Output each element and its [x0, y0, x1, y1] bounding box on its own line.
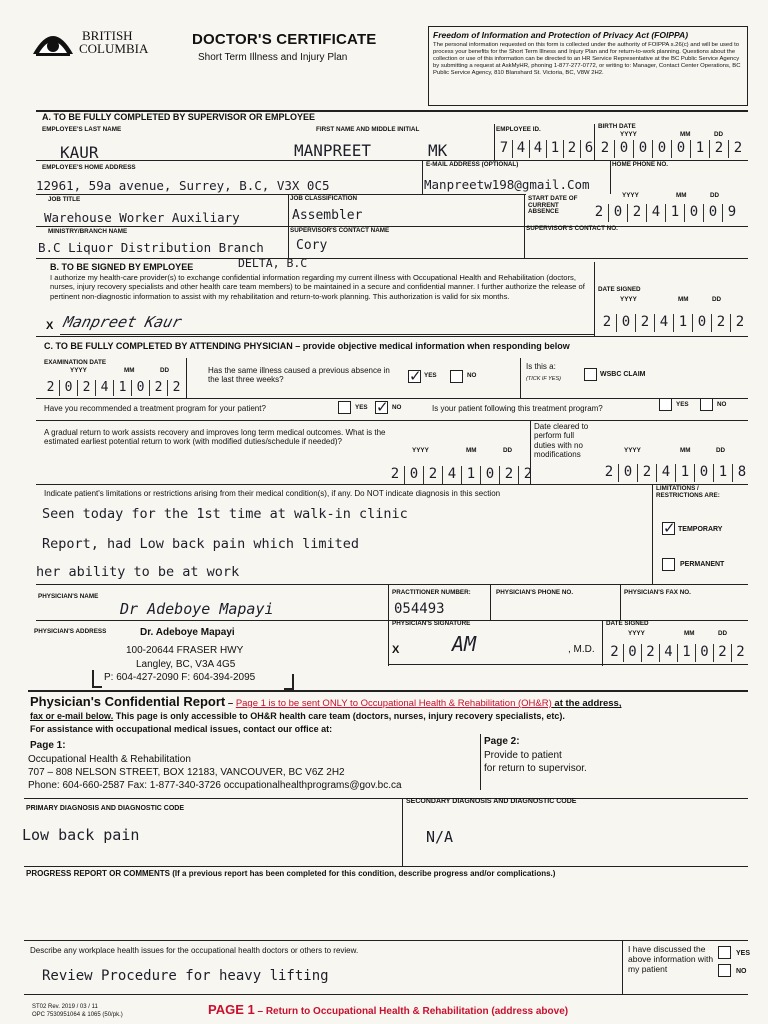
label-physician-signature: PHYSICIAN'S SIGNATURE — [392, 620, 471, 627]
sup-contact-value[interactable]: Cory — [296, 238, 328, 253]
treatment-no-checkbox[interactable] — [375, 401, 388, 414]
treatment-no-label: NO — [392, 404, 402, 411]
label-limitations: Indicate patient's limitations or restrictions arising from their medical condition(s), if any. Do NOT indicate diagnosis in this section — [44, 489, 501, 498]
org-name-line1: BRITISH — [82, 28, 133, 43]
permanent-checkbox[interactable] — [662, 558, 675, 571]
label-birth-date: BIRTH DATE — [598, 123, 636, 130]
label-cleared-yyyy: YYYY — [624, 447, 641, 454]
label-exam-yyyy: YYYY — [70, 367, 87, 374]
same-illness-no-checkbox[interactable] — [450, 370, 463, 383]
birth-date-digits[interactable] — [596, 140, 747, 158]
limitations-line-1[interactable]: Seen today for the 1st time at walk-in clinic — [42, 506, 408, 522]
phys-date-digit: 0 — [623, 644, 641, 662]
label-physician-fax: PHYSICIAN'S FAX NO. — [624, 589, 691, 596]
date-signed-digit: 2 — [730, 314, 749, 332]
cleared-date-digit: 8 — [732, 464, 751, 482]
exam-date-digit: 2 — [46, 380, 55, 395]
form-code-2: OPC 7530951064 & 1065 (50/pk.) — [32, 1012, 123, 1018]
date-signed-digit: 1 — [673, 314, 692, 332]
page1-line-1: Occupational Health & Rehabilitation — [28, 754, 191, 765]
date-signed-digit: 0 — [616, 314, 635, 332]
foippa-notice — [428, 26, 748, 106]
label-date-cleared: Date cleared to perform full duties with no modifications — [534, 422, 589, 460]
discussed-yes-label: YES — [736, 950, 751, 957]
practitioner-number-value[interactable]: 054493 — [394, 601, 445, 617]
progress-row — [26, 869, 555, 878]
gradual-date-digit: 2 — [518, 466, 537, 484]
exam-date-digit: 0 — [131, 380, 149, 396]
same-illness-yes-label: YES — [424, 372, 437, 379]
temporary-checkbox[interactable] — [662, 522, 675, 535]
birth-date-digit: 0 — [633, 140, 652, 158]
label-phys-yyyy: YYYY — [628, 630, 645, 637]
form-subtitle: Short Term Illness and Injury Plan — [198, 52, 348, 63]
employee-id-digit: 4 — [512, 140, 529, 158]
report-line-2a: fax or e-mail below. — [30, 711, 114, 721]
label-signed-mm: MM — [678, 296, 689, 303]
stamp-bracket-right — [284, 674, 294, 690]
form-code-1: ST02 Rev. 2019 / 03 / 11 — [32, 1004, 98, 1010]
q-following: Is your patient following this treatment program? — [432, 404, 603, 413]
label-gradual-dd: DD — [503, 447, 513, 454]
q-same-illness: Has the same illness caused a previous absence in the last three weeks? — [208, 366, 390, 385]
label-cleared-mm: MM — [680, 447, 691, 454]
label-exam-dd: DD — [160, 367, 170, 374]
label-birth-mm: MM — [680, 131, 691, 138]
cleared-date-digit: 0 — [618, 464, 637, 482]
label-start-dd: DD — [710, 192, 720, 199]
section-a-heading: A. TO BE FULLY COMPLETED BY SUPERVISOR OR EMPLOYEE — [42, 112, 316, 122]
label-sup-contact: SUPERVISOR'S CONTACT NAME — [290, 227, 390, 234]
phys-date-digit: 0 — [695, 644, 713, 662]
gradual-date-digit: 0 — [480, 466, 499, 484]
label-home-phone: HOME PHONE NO. — [612, 161, 668, 168]
form-title: DOCTOR'S CERTIFICATE — [192, 31, 377, 48]
cleared-date-digit: 1 — [675, 464, 694, 482]
birth-date-digit: 1 — [690, 140, 709, 158]
following-no-label: NO — [717, 401, 727, 408]
label-phys-date-signed: DATE SIGNED — [606, 620, 649, 627]
start-date-digit: 4 — [646, 204, 665, 222]
job-class-value[interactable]: Assembler — [292, 208, 363, 223]
label-employee-id: EMPLOYEE ID. — [496, 126, 541, 133]
exam-date-digit: 0 — [59, 380, 77, 396]
label-signed-dd: DD — [712, 296, 722, 303]
is-this-a-label: Is this a: — [526, 362, 556, 371]
bc-logo — [30, 24, 150, 60]
workplace-value[interactable]: Review Procedure for heavy lifting — [42, 968, 329, 984]
bc-sun-logo-icon — [30, 24, 76, 58]
employee-id-digit: 2 — [563, 140, 580, 158]
employee-id-digit: 7 — [499, 140, 509, 156]
cleared-date-digits[interactable] — [600, 464, 751, 482]
phys-date-digit: 2 — [641, 644, 659, 662]
label-primary-diagnosis: PRIMARY DIAGNOSIS AND DIAGNOSTIC CODE — [26, 805, 185, 812]
exam-date-digit: 2 — [149, 380, 167, 396]
date-signed-digit: 2 — [602, 314, 612, 330]
employee-id-digits[interactable] — [496, 140, 597, 158]
label-physician-address: PHYSICIAN'S ADDRESS — [34, 628, 107, 635]
phys-date-digit: 2 — [731, 644, 749, 662]
stamp-line-4: P: 604-427-2090 F: 604-394-2095 — [104, 672, 256, 683]
label-signed-yyyy: YYYY — [620, 296, 637, 303]
foippa-text: The personal information requested on this form is collected under the authority of FOIPPA s.26(c) and will be used to process your benefits for the Short Term Illness and Injury Plan and for return-to-work planning. Questions about the collection or use of this information can be directed to an HR Service Representative at the BC Public Service Agency by submitting a request at AskMyHR, phoning 1-877-277-0772, or writing to: Manager, Contact Center Operations, BC Public Service Agency, 810 Blanshard St. Victoria, BC, V8W 2H2. — [433, 42, 741, 77]
primary-diagnosis-value[interactable]: Low back pain — [22, 826, 140, 844]
cleared-date-digit: 2 — [604, 464, 614, 480]
gradual-date-digit: 2 — [423, 466, 442, 484]
discussed-no-checkbox[interactable] — [718, 964, 731, 977]
org-name-line2: COLUMBIA — [79, 41, 149, 56]
gradual-date-digit: 2 — [390, 466, 400, 482]
label-start-date: START DATE OF CURRENT ABSENCE — [528, 195, 578, 216]
sup-location-value[interactable]: DELTA, B.C — [238, 256, 308, 270]
md-suffix: , M.D. — [568, 644, 595, 655]
home-address-value[interactable]: 12961, 59a avenue, Surrey, B.C, V3X 0C5 — [36, 178, 330, 193]
start-date-digit: 0 — [703, 204, 722, 222]
wsbc-claim-label: WSBC CLAIM — [600, 371, 646, 378]
label-birth-dd: DD — [714, 131, 724, 138]
label-home-address: EMPLOYEE'S HOME ADDRESS — [42, 164, 136, 171]
phys-date-digit: 1 — [677, 644, 695, 662]
following-no-checkbox[interactable] — [700, 398, 713, 411]
date-signed-digit: 4 — [654, 314, 673, 332]
footer-page-label: PAGE 1 — [208, 1002, 255, 1017]
page2-label: Page 2: — [484, 736, 520, 747]
birth-date-digit: 0 — [652, 140, 671, 158]
label-birth-yyyy: YYYY — [620, 131, 637, 138]
label-last-name: EMPLOYEE'S LAST NAME — [42, 126, 122, 133]
start-date-digit: 9 — [722, 204, 741, 222]
birth-date-digit: 0 — [614, 140, 633, 158]
report-title: Physician's Confidential Report — [30, 694, 226, 709]
label-exam-mm: MM — [124, 367, 135, 374]
signature-x-mark: X — [46, 320, 54, 332]
footer-page-line — [208, 1002, 568, 1017]
temporary-label: TEMPORARY — [678, 526, 723, 533]
label-date-signed: DATE SIGNED — [598, 286, 641, 293]
gradual-date-digit: 0 — [404, 466, 423, 484]
ministry-value[interactable]: B.C Liquor Distribution Branch — [38, 240, 264, 255]
label-secondary-diagnosis: SECONDARY DIAGNOSIS AND DIAGNOSTIC CODE — [406, 798, 577, 805]
report-line-3: For assistance with occupational medical issues, contact our office at: — [30, 724, 333, 734]
same-illness-no-label: NO — [467, 372, 477, 379]
limitations-line-2[interactable]: Report, had Low back pain which limited — [42, 536, 359, 552]
label-cleared-dd: DD — [716, 447, 726, 454]
cleared-date-digit: 2 — [637, 464, 656, 482]
treatment-yes-label: YES — [355, 404, 368, 411]
report-line-1 — [30, 694, 621, 709]
page1-line-3: Phone: 604-660-2587 Fax: 1-877-340-3726 occupationalhealthprograms@gov.bc.ca — [28, 780, 402, 791]
report-line-2 — [30, 711, 565, 721]
exam-date-digit: 4 — [95, 380, 113, 396]
employee-id-digit: 1 — [546, 140, 563, 158]
report-red-text: Page 1 is to be sent ONLY to Occupational Health & Rehabilitation (OH&R) — [235, 698, 552, 709]
start-date-digit: 2 — [627, 204, 646, 222]
physician-sig-x: X — [392, 644, 400, 656]
employee-signature[interactable]: Manpreet Kaur — [61, 313, 184, 331]
job-title-value[interactable]: Warehouse Worker Auxiliary — [44, 210, 240, 225]
label-phys-dd: DD — [718, 630, 728, 637]
gradual-date-digit: 2 — [499, 466, 518, 484]
middle-initial-value[interactable]: MK — [428, 141, 448, 160]
page1-label: Page 1: — [30, 740, 66, 751]
gradual-date-digit: 4 — [442, 466, 461, 484]
label-gradual-yyyy: YYYY — [412, 447, 429, 454]
following-yes-label: YES — [676, 401, 689, 408]
exam-date-digit: 2 — [167, 380, 185, 396]
progress-note: (If a previous report has been completed for this condition, describe progress and/or complications.) — [172, 869, 556, 878]
employee-id-digit: 4 — [529, 140, 546, 158]
foippa-title: Freedom of Information and Protection of Privacy Act (FOIPPA) — [433, 30, 689, 40]
page2-line-2: for return to supervisor. — [484, 763, 587, 774]
exam-date-digits[interactable] — [42, 380, 185, 396]
start-date-digit: 1 — [665, 204, 684, 222]
treatment-yes-checkbox[interactable] — [338, 401, 351, 414]
cleared-date-digit: 1 — [713, 464, 732, 482]
date-signed-digit: 2 — [711, 314, 730, 332]
cleared-date-digit: 4 — [656, 464, 675, 482]
first-name-value[interactable]: MANPREET — [294, 141, 372, 160]
start-date-digit: 2 — [594, 204, 604, 220]
report-line-2b: This page is only accessible to OH&R health care team (doctors, nurses, injury recovery specialists, etc). — [113, 711, 565, 721]
birth-date-digit: 2 — [709, 140, 728, 158]
tick-if-yes-label: (TICK IF YES) — [526, 376, 561, 382]
stamp-line-2: 100-20644 FRASER HWY — [126, 645, 244, 656]
label-restrictions: LIMITATIONS / RESTRICTIONS ARE: — [656, 485, 720, 499]
label-gradual-mm: MM — [466, 447, 477, 454]
date-signed-digits[interactable] — [598, 314, 749, 332]
discussed-no-label: NO — [736, 968, 747, 975]
following-yes-checkbox[interactable] — [659, 398, 672, 411]
employee-id-digit: 6 — [580, 140, 597, 158]
discussed-yes-checkbox[interactable] — [718, 946, 731, 959]
phys-date-digit: 2 — [713, 644, 731, 662]
birth-date-digit: 2 — [728, 140, 747, 158]
start-date-digit: 0 — [608, 204, 627, 222]
date-signed-digit: 0 — [692, 314, 711, 332]
permanent-label: PERMANENT — [680, 561, 725, 568]
section-b-heading: B. TO BE SIGNED BY EMPLOYEE — [50, 262, 194, 272]
stamp-bracket-left — [92, 670, 102, 688]
same-illness-yes-checkbox[interactable] — [408, 370, 421, 383]
start-date-digit: 0 — [684, 204, 703, 222]
last-name-value[interactable]: KAUR — [60, 143, 99, 162]
secondary-diagnosis-value[interactable]: N/A — [426, 828, 454, 846]
limitations-line-3[interactable]: her ability to be at work — [36, 564, 240, 580]
gradual-date-digit: 1 — [461, 466, 480, 484]
stamp-line-1: Dr. Adeboye Mapayi — [140, 627, 235, 638]
physician-name-value[interactable]: Dr Adeboye Mapayi — [120, 600, 274, 618]
label-first-name: FIRST NAME AND MIDDLE INITIAL — [316, 126, 420, 133]
section-c-heading-main: C. TO BE FULLY COMPLETED BY ATTENDING PHYSICIAN — [44, 341, 293, 351]
report-at-address: at the address, — [551, 698, 622, 709]
label-physician-phone: PHYSICIAN'S PHONE NO. — [496, 589, 574, 596]
date-signed-digit: 2 — [635, 314, 654, 332]
birth-date-digit: 0 — [671, 140, 690, 158]
label-exam-date: EXAMINATION DATE — [44, 359, 107, 366]
label-start-mm: MM — [676, 192, 687, 199]
label-email: E-MAIL ADDRESS (OPTIONAL) — [426, 161, 519, 168]
exam-date-digit: 2 — [77, 380, 95, 396]
label-practitioner-number: PRACTITIONER NUMBER: — [392, 589, 471, 596]
section-b-text: I authorize my health-care provider(s) to exchange confidential information regarding my current illness with Occupational Health and Rehabilitation (doctors, nurses, injury recovery specialists and other health care team members) to be maintained in a secure and confidential manner. I further authorize the release of pertinent non-diagnostic information to assist with my rehabilitation and return-to-work planning. This authorization is valid for six months. — [50, 273, 585, 301]
label-progress: PROGRESS REPORT OR COMMENTS — [26, 869, 171, 878]
discussed-label: I have discussed the above information with my patient — [628, 944, 714, 975]
section-c-heading — [44, 341, 570, 351]
footer-page-text: – Return to Occupational Health & Rehabilitation (address above) — [254, 1006, 569, 1017]
cleared-date-digit: 0 — [694, 464, 713, 482]
wsbc-claim-checkbox[interactable] — [584, 368, 597, 381]
label-phys-mm: MM — [684, 630, 695, 637]
phys-date-digit: 2 — [610, 644, 619, 660]
exam-date-digit: 1 — [113, 380, 131, 396]
label-start-yyyy: YYYY — [622, 192, 639, 199]
email-value[interactable]: Manpreetw198@gmail.Com — [424, 177, 590, 192]
label-ministry: MINISTRY/BRANCH NAME — [48, 228, 128, 235]
stamp-line-3: Langley, BC, V3A 4G5 — [136, 659, 236, 670]
page2-line-1: Provide to patient — [484, 750, 562, 761]
q-treatment: Have you recommended a treatment program for your patient? — [44, 404, 266, 413]
q-gradual-return: A gradual return to work assists recovery and improves long term medical outcomes. What is the estimated earliest potential return to work (with modified duties/schedule if needed)? — [44, 428, 386, 447]
section-c-heading-rest: – provide objective medical information when responding below — [292, 341, 570, 351]
start-date-digits[interactable] — [590, 204, 741, 222]
physician-signature-value[interactable]: AM — [452, 632, 477, 656]
label-sup-phone: SUPERVISOR'S CONTACT NO. — [526, 225, 618, 232]
phys-date-digits[interactable] — [606, 644, 749, 662]
label-job-title: JOB TITLE — [48, 196, 81, 203]
label-workplace: Describe any workplace health issues for the occupational health doctors or others to review. — [30, 946, 359, 955]
report-dash: – — [225, 698, 236, 709]
birth-date-digit: 2 — [600, 140, 610, 156]
page1-line-2: 707 – 808 NELSON STREET, BOX 12183, VANCOUVER, BC V6Z 2H2 — [28, 767, 345, 778]
label-physician-name: PHYSICIAN'S NAME — [38, 593, 99, 600]
gradual-date-digits[interactable] — [386, 466, 537, 484]
label-job-class: JOB CLASSIFICATION — [290, 195, 358, 202]
phys-date-digit: 4 — [659, 644, 677, 662]
